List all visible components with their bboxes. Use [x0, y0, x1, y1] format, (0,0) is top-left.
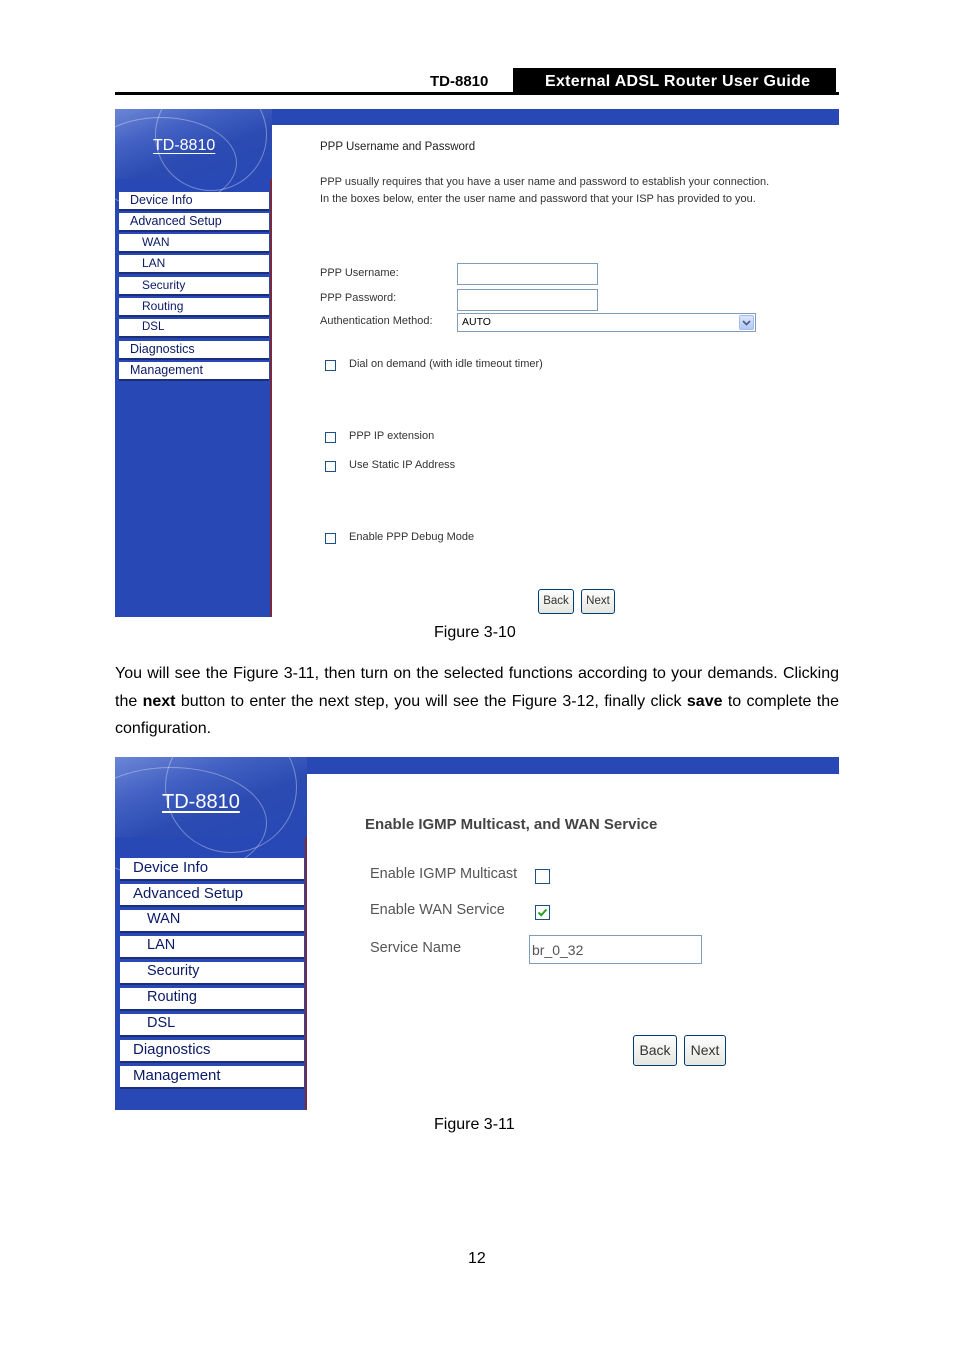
- description-line-1: PPP usually requires that you have a user name and password to establish your connection.: [320, 176, 770, 188]
- chevron-down-icon: [739, 315, 754, 330]
- menu-security[interactable]: Security: [119, 277, 269, 296]
- auth-method-select[interactable]: [457, 313, 756, 332]
- menu-advanced-setup[interactable]: Advanced Setup: [119, 213, 269, 232]
- check-icon: [536, 906, 549, 919]
- header-divider: [836, 68, 838, 95]
- dial-on-demand-checkbox[interactable]: [325, 360, 336, 371]
- static-ip-label: Use Static IP Address: [349, 459, 456, 471]
- description-line-2: In the boxes below, enter the user name and password that your ISP has provided to you.: [320, 193, 756, 205]
- body-paragraph: You will see the Figure 3-11, then turn on the selected functions according to your demands. Clicking the next button to enter the next step, you will see the Figure 3-12, finally click save to complete the configuration.: [115, 665, 839, 737]
- service-name-input[interactable]: [529, 935, 702, 964]
- menu-lan[interactable]: LAN: [119, 255, 269, 274]
- static-ip-checkbox[interactable]: [325, 461, 336, 472]
- logo-area: [115, 109, 272, 179]
- debug-mode-label: Enable PPP Debug Mode: [349, 531, 475, 543]
- menu-wan[interactable]: WAN: [119, 234, 269, 253]
- service-name-label: Service Name: [370, 940, 462, 956]
- back-button[interactable]: Back: [633, 1035, 677, 1066]
- save-emphasis: save: [686, 692, 723, 710]
- debug-mode-checkbox[interactable]: [325, 533, 336, 544]
- igmp-multicast-checkbox[interactable]: [535, 869, 550, 884]
- menu-dsl[interactable]: DSL: [120, 1014, 304, 1037]
- back-button[interactable]: Back: [538, 589, 574, 614]
- menu-device-info[interactable]: Device Info: [119, 192, 269, 211]
- figure-3-11-caption: Figure 3-11: [434, 1116, 515, 1133]
- dial-on-demand-label: Dial on demand (with idle timeout timer): [349, 358, 543, 370]
- page-number: 12: [468, 1250, 486, 1267]
- menu-wan[interactable]: WAN: [120, 910, 304, 933]
- username-label: PPP Username:: [320, 267, 399, 279]
- header-guide-title: External ADSL Router User Guide: [545, 73, 811, 90]
- menu-management[interactable]: Management: [119, 362, 269, 381]
- menu-advanced-setup[interactable]: Advanced Setup: [120, 884, 304, 907]
- logo-area: [115, 757, 307, 837]
- page-heading: PPP Username and Password: [320, 141, 476, 153]
- figure-3-10-screenshot: [115, 109, 839, 617]
- wan-service-checkbox[interactable]: [535, 905, 550, 920]
- username-input[interactable]: [457, 263, 598, 285]
- wan-service-label: Enable WAN Service: [370, 902, 505, 918]
- password-input[interactable]: [457, 289, 598, 311]
- menu-lan[interactable]: LAN: [120, 936, 304, 959]
- menu-diagnostics[interactable]: Diagnostics: [120, 1040, 304, 1063]
- menu-routing[interactable]: Routing: [120, 988, 304, 1011]
- auth-method-value: AUTO: [462, 316, 491, 328]
- ppp-ip-extension-checkbox[interactable]: [325, 432, 336, 443]
- auth-method-label: Authentication Method:: [320, 315, 433, 327]
- igmp-multicast-label: Enable IGMP Multicast: [370, 866, 518, 882]
- page-heading: Enable IGMP Multicast, and WAN Service: [365, 816, 658, 833]
- next-button[interactable]: Next: [684, 1035, 726, 1066]
- figure-3-10-caption: Figure 3-10: [434, 624, 516, 641]
- password-label: PPP Password:: [320, 292, 397, 304]
- logo-text: TD-8810: [153, 137, 216, 154]
- next-button[interactable]: Next: [581, 589, 615, 614]
- menu-diagnostics[interactable]: Diagnostics: [119, 341, 269, 360]
- menu-management[interactable]: Management: [120, 1066, 304, 1089]
- ppp-ip-extension-label: PPP IP extension: [349, 430, 435, 442]
- figure-3-11-screenshot: [115, 757, 839, 1110]
- logo-text: TD-8810: [162, 791, 240, 813]
- menu-security[interactable]: Security: [120, 962, 304, 985]
- menu-dsl[interactable]: DSL: [119, 319, 269, 338]
- next-emphasis: next: [142, 692, 176, 710]
- menu-routing[interactable]: Routing: [119, 298, 269, 317]
- menu-device-info[interactable]: Device Info: [120, 858, 304, 881]
- header-model: TD-8810: [430, 73, 489, 90]
- header-rule: [115, 92, 839, 95]
